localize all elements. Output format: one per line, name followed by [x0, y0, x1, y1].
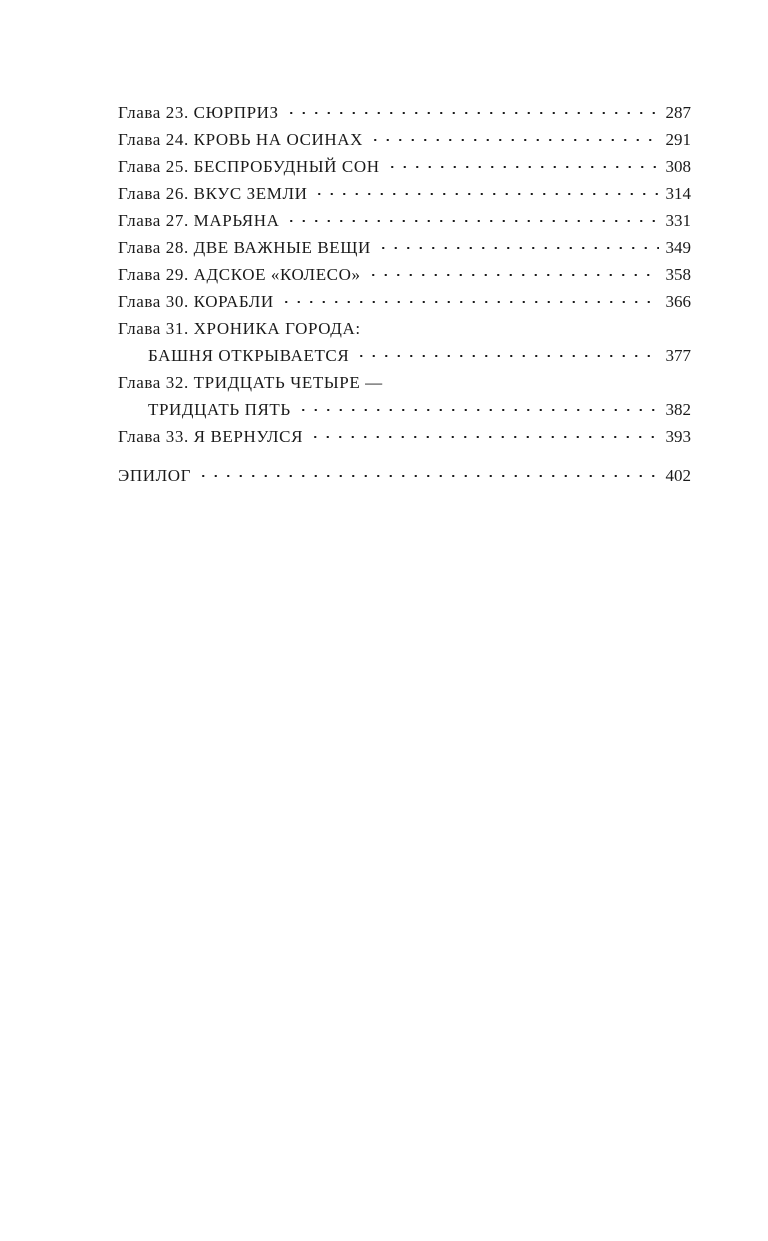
- toc-entry-title: Глава 24. КРОВЬ НА ОСИНАХ: [118, 130, 364, 149]
- toc-entry-chapter-31-line-1[interactable]: [118, 315, 691, 342]
- toc-entry-page-number: 402: [665, 466, 691, 485]
- dot-leader: [367, 274, 659, 276]
- toc-entry-title: Глава 32. ТРИДЦАТЬ ЧЕТЫРЕ —: [118, 373, 383, 392]
- toc-entry-chapter-26[interactable]: [118, 180, 691, 207]
- dot-leader: [285, 112, 659, 114]
- toc-entry-title: Глава 31. ХРОНИКА ГОРОДА:: [118, 319, 361, 338]
- dot-leader: [313, 193, 659, 195]
- toc-entry-chapter-33[interactable]: [118, 423, 691, 450]
- toc-entry-title: Глава 26. ВКУС ЗЕМЛИ: [118, 184, 308, 203]
- toc-entry-title: Глава 33. Я ВЕРНУЛСЯ: [118, 427, 304, 446]
- toc-entry-chapter-25[interactable]: [118, 153, 691, 180]
- toc-entry-page-number: 393: [665, 427, 691, 446]
- toc-entry-title: Глава 30. КОРАБЛИ: [118, 292, 274, 311]
- toc-entry-title: Глава 27. МАРЬЯНА: [118, 211, 280, 230]
- toc-entry-page-number: 314: [665, 184, 691, 203]
- dot-leader: [285, 220, 659, 222]
- toc-entry-page-number: 291: [665, 130, 691, 149]
- dot-leader: [309, 436, 659, 438]
- toc-entry-title-continued: ТРИДЦАТЬ ПЯТЬ: [148, 400, 291, 419]
- toc-entry-title: Глава 23. СЮРПРИЗ: [118, 103, 279, 122]
- toc-entry-page-number: 366: [665, 292, 691, 311]
- toc-entry-title: Глава 28. ДВЕ ВАЖНЫЕ ВЕЩИ: [118, 238, 371, 257]
- dot-leader: [297, 409, 659, 411]
- toc-entry-title: ЭПИЛОГ: [118, 466, 192, 485]
- table-of-contents: [118, 99, 691, 489]
- toc-entry-chapter-32-line-2[interactable]: [118, 396, 691, 423]
- toc-entry-page-number: 349: [665, 238, 691, 257]
- toc-entry-title-continued: БАШНЯ ОТКРЫВАЕТСЯ: [148, 346, 350, 365]
- dot-leader: [355, 355, 659, 357]
- toc-entry-chapter-30[interactable]: [118, 288, 691, 315]
- toc-entry-epilogue[interactable]: [118, 462, 691, 489]
- dot-leader: [386, 166, 659, 168]
- toc-entry-page-number: 308: [665, 157, 691, 176]
- toc-entry-page-number: 382: [665, 400, 691, 419]
- toc-entry-chapter-23[interactable]: [118, 99, 691, 126]
- toc-entry-chapter-28[interactable]: [118, 234, 691, 261]
- toc-entry-page-number: 331: [665, 211, 691, 230]
- dot-leader: [369, 139, 659, 141]
- toc-entry-page-number: 377: [665, 346, 691, 365]
- toc-entry-chapter-29[interactable]: [118, 261, 691, 288]
- dot-leader: [280, 301, 659, 303]
- toc-entry-chapter-27[interactable]: [118, 207, 691, 234]
- toc-entry-chapter-24[interactable]: [118, 126, 691, 153]
- toc-entry-page-number: 358: [665, 265, 691, 284]
- toc-entry-chapter-31-line-2[interactable]: [118, 342, 691, 369]
- dot-leader: [377, 247, 659, 249]
- toc-entry-title: Глава 29. АДСКОЕ «КОЛЕСО»: [118, 265, 361, 284]
- toc-entry-page-number: 287: [665, 103, 691, 122]
- toc-entry-chapter-32-line-1[interactable]: [118, 369, 691, 396]
- dot-leader: [197, 475, 659, 477]
- toc-entry-title: Глава 25. БЕСПРОБУДНЫЙ СОН: [118, 157, 380, 176]
